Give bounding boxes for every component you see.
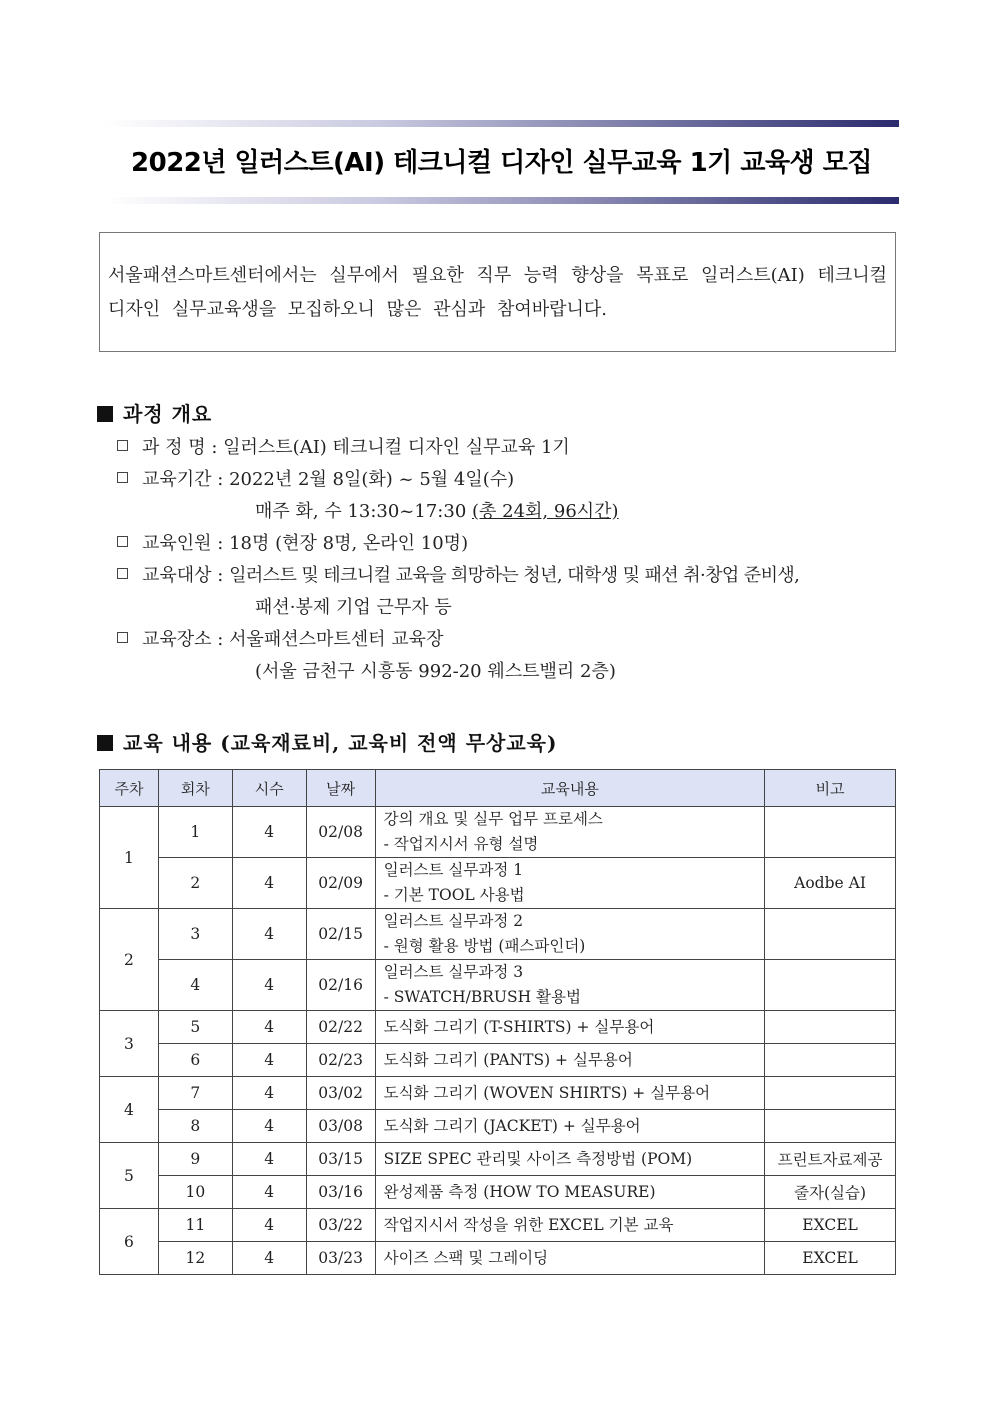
note-cell: EXCEL — [765, 1209, 896, 1242]
overview-item-course: 과 정 명 : 일러스트(AI) 테크니컬 디자인 실무교육 1기 — [117, 432, 907, 464]
table-row — [100, 1044, 896, 1077]
note-cell — [765, 1011, 896, 1044]
week-cell: 4 — [100, 1077, 159, 1143]
checkbox-bullet-icon — [117, 568, 128, 579]
section-overview-heading — [97, 398, 212, 427]
session-cell: 11 — [158, 1209, 232, 1242]
table-row — [100, 1176, 896, 1209]
header-week: 주차 — [100, 770, 159, 807]
header-date: 날짜 — [306, 770, 375, 807]
page-title: 2022년 일러스트(AI) 테크니컬 디자인 실무교육 1기 교육생 모집 — [131, 148, 872, 178]
table-row — [100, 1143, 896, 1176]
table-row — [100, 909, 896, 960]
table-row — [100, 1077, 896, 1110]
overview-list — [117, 432, 907, 688]
session-cell: 10 — [158, 1176, 232, 1209]
hours-cell: 4 — [232, 1077, 306, 1110]
content-line: 강의 개요 및 실무 업무 프로세스 — [383, 810, 603, 828]
session-cell: 9 — [158, 1143, 232, 1176]
header-content: 교육내용 — [375, 770, 765, 807]
note-cell: EXCEL — [765, 1242, 896, 1275]
hours-cell: 4 — [232, 1110, 306, 1143]
overview-value: 일러스트 및 테크니컬 교육을 희망하는 청년, 대학생 및 패션 취·창업 준비생, — [229, 565, 800, 586]
date-cell: 03/02 — [306, 1077, 375, 1110]
title-band — [104, 120, 899, 204]
section-content-title: 교육 내용 (교육재료비, 교육비 전액 무상교육) — [123, 731, 558, 755]
overview-item-target-cont — [117, 592, 907, 624]
hours-cell: 4 — [232, 1209, 306, 1242]
overview-item-target: 교육대상 : 일러스트 및 테크니컬 교육을 희망하는 청년, 대학생 및 패션 취·창업 준비생, — [117, 560, 907, 592]
hours-cell: 4 — [232, 1143, 306, 1176]
content-line: 일러스트 실무과정 2 — [383, 912, 524, 930]
hours-cell: 4 — [232, 960, 306, 1011]
content-cell: 도식화 그리기 (T-SHIRTS) + 실무용어 — [375, 1011, 765, 1044]
checkbox-bullet-icon — [117, 632, 128, 643]
table-header-row — [100, 770, 896, 807]
note-cell — [765, 960, 896, 1011]
overview-value: 2022년 2월 8일(화) ~ 5월 4일(수) — [229, 469, 515, 490]
checkbox-bullet-icon — [117, 440, 128, 451]
table-row — [100, 1110, 896, 1143]
note-cell — [765, 807, 896, 858]
session-cell: 7 — [158, 1077, 232, 1110]
session-cell: 12 — [158, 1242, 232, 1275]
overview-item-location: 교육장소 : 서울패션스마트센터 교육장 — [117, 624, 907, 656]
hours-cell: 4 — [232, 1242, 306, 1275]
overview-value-cont: (서울 금천구 시흥동 992-20 웨스트밸리 2층) — [255, 661, 616, 682]
content-cell: 도식화 그리기 (JACKET) + 실무용어 — [375, 1110, 765, 1143]
overview-value: 18명 (현장 8명, 온라인 10명) — [229, 533, 469, 554]
session-cell: 6 — [158, 1044, 232, 1077]
note-cell: 프린트자료제공 — [765, 1143, 896, 1176]
note-cell — [765, 1077, 896, 1110]
overview-label: 과 정 명 — [142, 437, 206, 458]
section-overview-title: 과정 개요 — [123, 402, 213, 426]
title-bottom-rule — [104, 197, 899, 204]
note-cell — [765, 909, 896, 960]
content-cell — [375, 807, 765, 858]
header-hours: 시수 — [232, 770, 306, 807]
checkbox-bullet-icon — [117, 472, 128, 483]
content-cell: SIZE SPEC 관리및 사이즈 측정방법 (POM) — [375, 1143, 765, 1176]
table-row — [100, 807, 896, 858]
week-cell: 1 — [100, 807, 159, 909]
date-cell: 02/16 — [306, 960, 375, 1011]
overview-item-capacity: 교육인원 : 18명 (현장 8명, 온라인 10명) — [117, 528, 907, 560]
date-cell: 03/16 — [306, 1176, 375, 1209]
intro-box: 서울패션스마트센터에서는 실무에서 필요한 직무 능력 향상을 목표로 일러스트(AI) 테크니컬 디자인 실무교육생을 모집하오니 많은 관심과 참여바랍니다. — [99, 232, 896, 352]
content-cell — [375, 858, 765, 909]
note-cell: Aodbe AI — [765, 858, 896, 909]
overview-label: 교육장소 — [142, 629, 212, 650]
note-cell: 줄자(실습) — [765, 1176, 896, 1209]
note-cell — [765, 1110, 896, 1143]
date-cell: 02/15 — [306, 909, 375, 960]
content-cell: 도식화 그리기 (PANTS) + 실무용어 — [375, 1044, 765, 1077]
content-subline: - 기본 TOOL 사용법 — [383, 886, 525, 904]
date-cell: 02/09 — [306, 858, 375, 909]
session-cell: 8 — [158, 1110, 232, 1143]
overview-value-underlined: (총 24회, 96시간) — [472, 501, 619, 522]
content-cell: 사이즈 스팩 및 그레이딩 — [375, 1242, 765, 1275]
square-bullet-icon — [97, 735, 113, 751]
hours-cell: 4 — [232, 807, 306, 858]
table-row — [100, 960, 896, 1011]
hours-cell: 4 — [232, 1176, 306, 1209]
date-cell: 03/22 — [306, 1209, 375, 1242]
session-cell: 4 — [158, 960, 232, 1011]
overview-value: 서울패션스마트센터 교육장 — [229, 629, 444, 650]
content-line: 일러스트 실무과정 1 — [383, 861, 524, 879]
overview-value-cont: 매주 화, 수 13:30~17:30 — [255, 501, 472, 522]
table-row — [100, 1011, 896, 1044]
content-subline: - 작업지시서 유형 설명 — [383, 835, 539, 853]
date-cell: 02/22 — [306, 1011, 375, 1044]
session-cell: 3 — [158, 909, 232, 960]
week-cell: 6 — [100, 1209, 159, 1275]
title-top-rule — [104, 120, 899, 127]
date-cell: 03/08 — [306, 1110, 375, 1143]
week-cell: 3 — [100, 1011, 159, 1077]
table-row — [100, 1209, 896, 1242]
date-cell: 02/23 — [306, 1044, 375, 1077]
hours-cell: 4 — [232, 1011, 306, 1044]
hours-cell: 4 — [232, 1044, 306, 1077]
content-line: 일러스트 실무과정 3 — [383, 963, 524, 981]
checkbox-bullet-icon — [117, 536, 128, 547]
content-cell — [375, 960, 765, 1011]
date-cell: 03/15 — [306, 1143, 375, 1176]
date-cell: 02/08 — [306, 807, 375, 858]
content-cell: 작업지시서 작성을 위한 EXCEL 기본 교육 — [375, 1209, 765, 1242]
content-cell: 완성제품 측정 (HOW TO MEASURE) — [375, 1176, 765, 1209]
overview-item-period-cont — [117, 496, 907, 528]
table-row — [100, 858, 896, 909]
hours-cell: 4 — [232, 909, 306, 960]
overview-label: 교육대상 — [142, 565, 212, 586]
session-cell: 1 — [158, 807, 232, 858]
session-cell: 5 — [158, 1011, 232, 1044]
content-cell: 도식화 그리기 (WOVEN SHIRTS) + 실무용어 — [375, 1077, 765, 1110]
overview-item-period: 교육기간 : 2022년 2월 8일(화) ~ 5월 4일(수) — [117, 464, 907, 496]
overview-value: 일러스트(AI) 테크니컬 디자인 실무교육 1기 — [223, 437, 570, 458]
schedule-table — [99, 769, 896, 1275]
content-subline: - 원형 활용 방법 (패스파인더) — [383, 937, 586, 955]
week-cell: 2 — [100, 909, 159, 1011]
note-cell — [765, 1044, 896, 1077]
square-bullet-icon — [97, 406, 113, 422]
overview-item-location-cont — [117, 656, 907, 688]
overview-label: 교육기간 — [142, 469, 212, 490]
hours-cell: 4 — [232, 858, 306, 909]
week-cell: 5 — [100, 1143, 159, 1209]
content-cell — [375, 909, 765, 960]
overview-label: 교육인원 — [142, 533, 212, 554]
header-session: 회차 — [158, 770, 232, 807]
overview-value-cont: 패션·봉제 기업 근무자 등 — [255, 597, 452, 618]
table-row — [100, 1242, 896, 1275]
date-cell: 03/23 — [306, 1242, 375, 1275]
header-note: 비고 — [765, 770, 896, 807]
content-subline: - SWATCH/BRUSH 활용법 — [383, 988, 581, 1006]
section-content-heading — [97, 727, 557, 756]
session-cell: 2 — [158, 858, 232, 909]
